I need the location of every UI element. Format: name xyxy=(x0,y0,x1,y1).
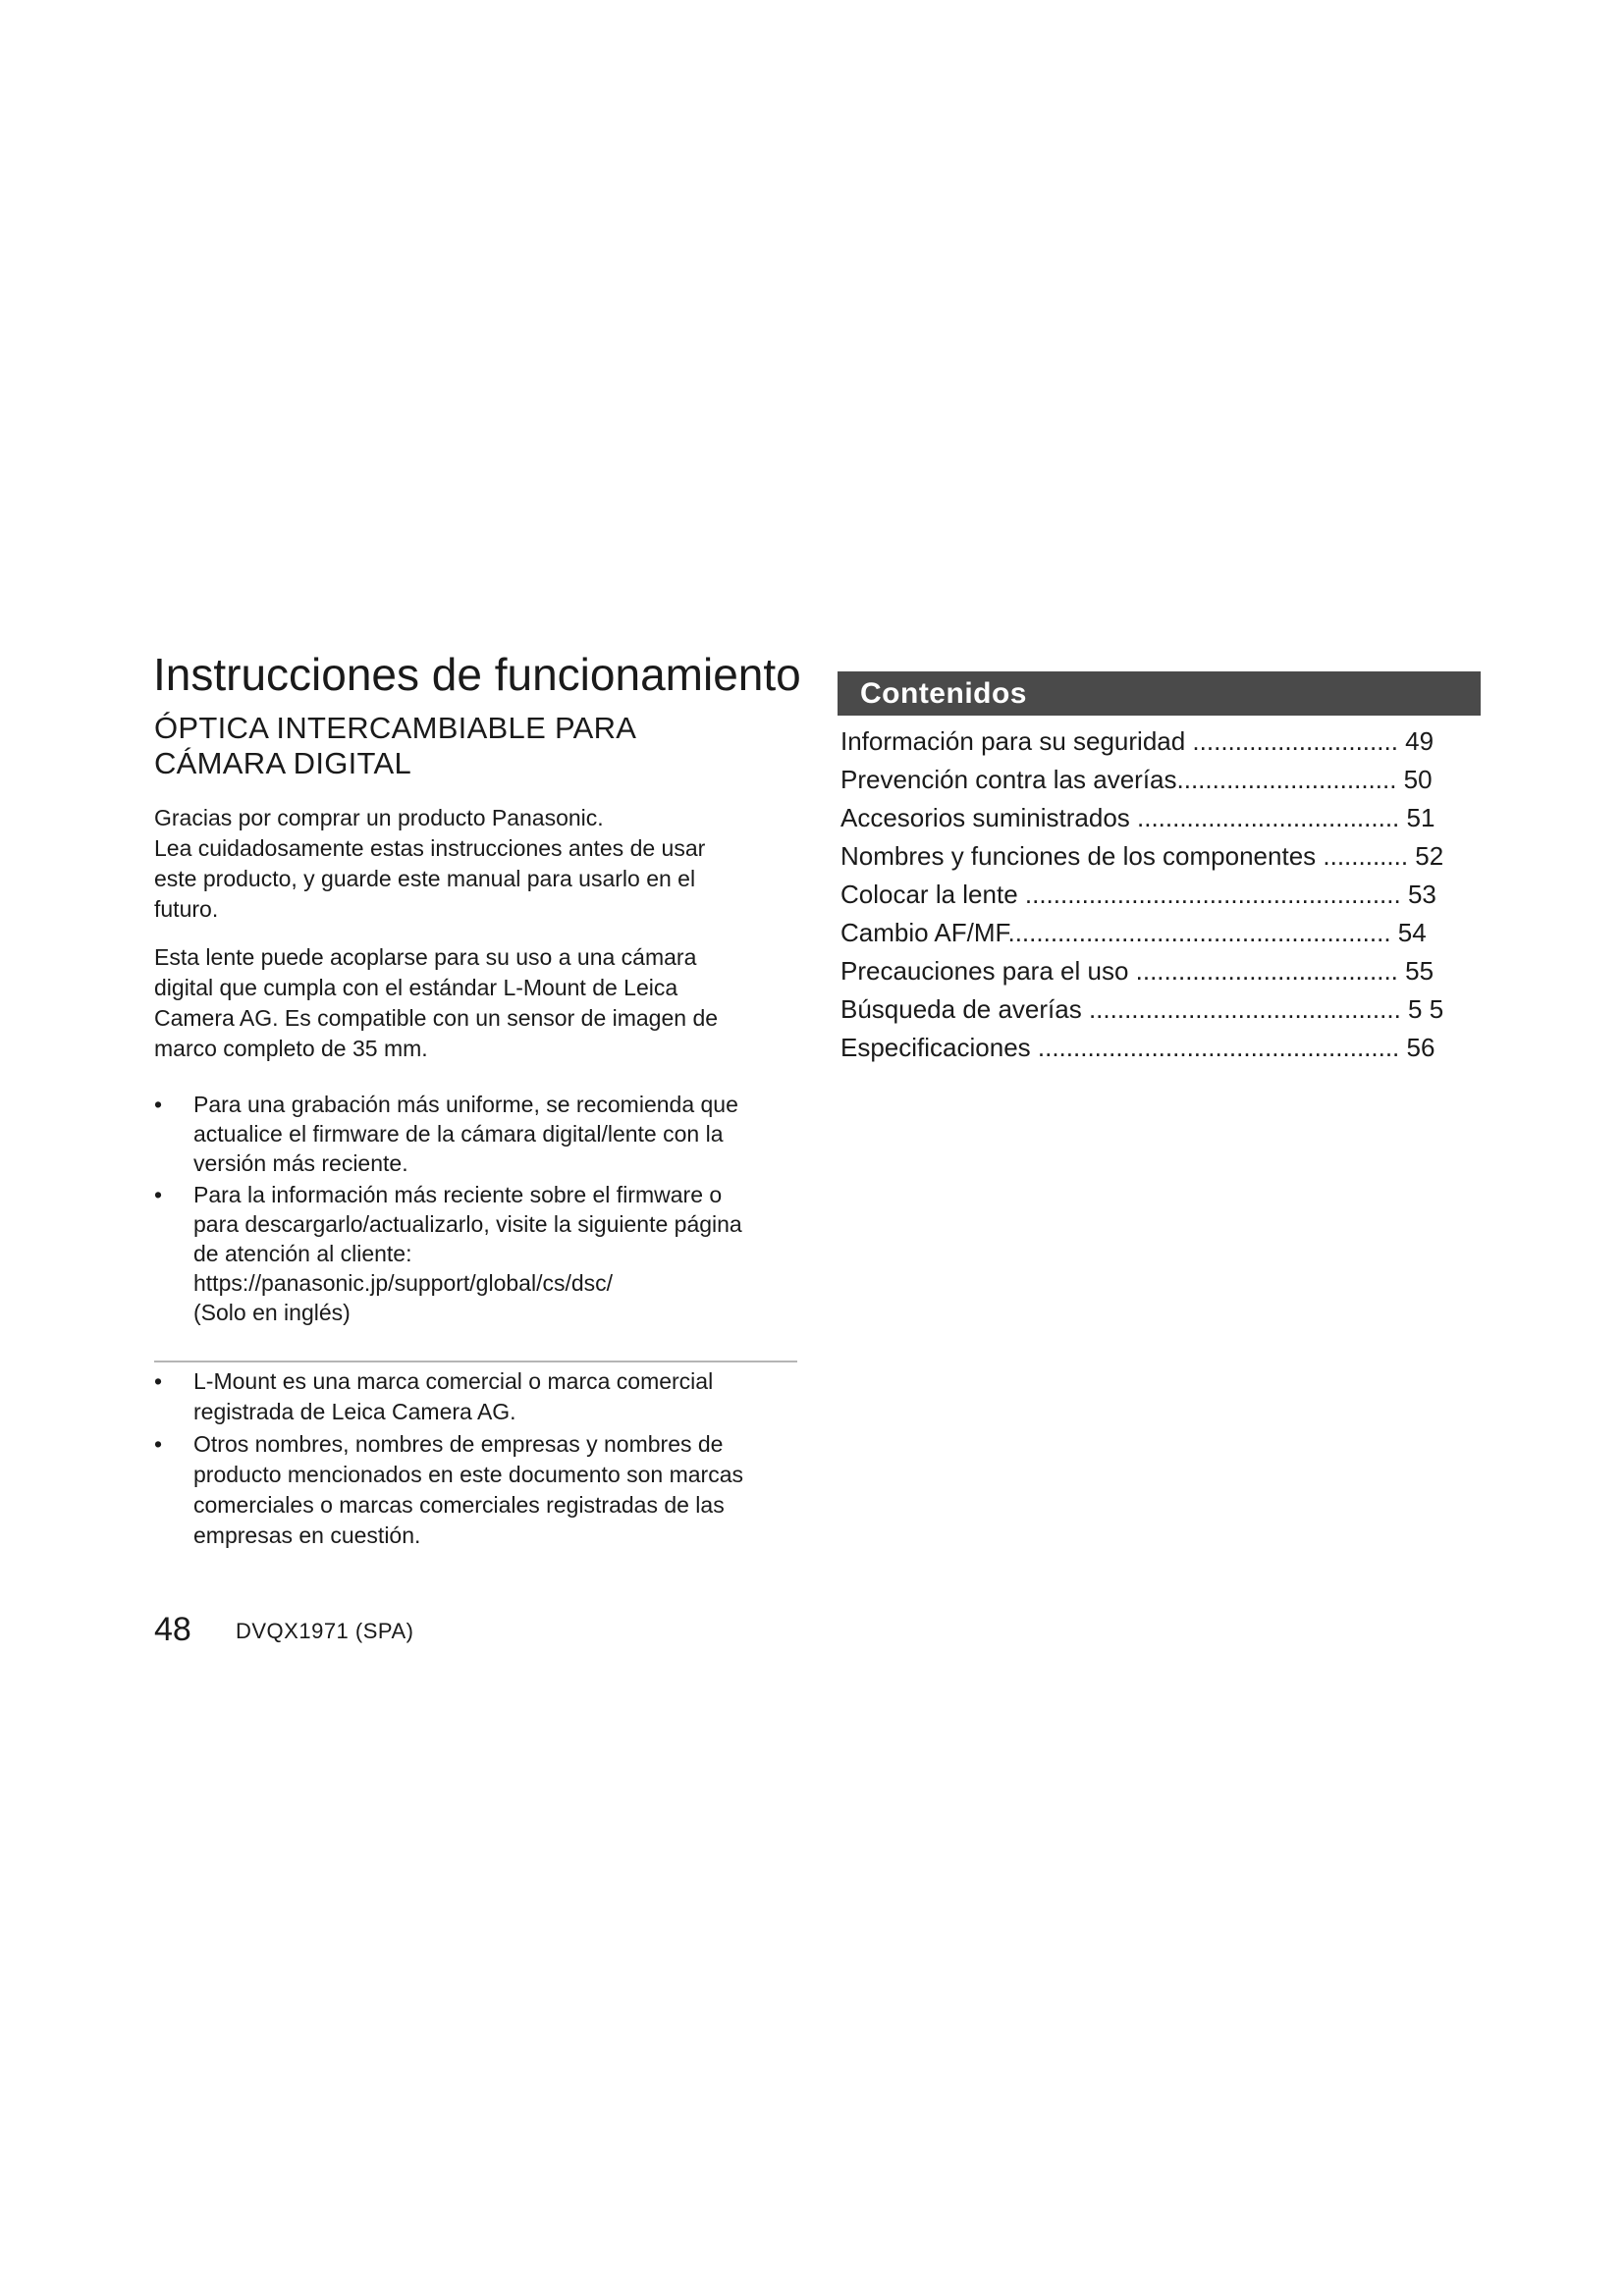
text-line: Esta lente puede acoplarse para su uso a una cámara xyxy=(154,944,697,970)
toc-item-colocar-lente[interactable]: Colocar la lente ..................................................... 53 xyxy=(840,880,1436,909)
bullet-dot: • xyxy=(154,1431,163,1457)
bullet-item xyxy=(154,1180,812,1327)
text-line: (Solo en inglés) xyxy=(193,1300,351,1325)
table-of-contents xyxy=(840,722,1508,1067)
bullet-text xyxy=(174,1180,812,1327)
subtitle-line: ÓPTICA INTERCAMBIABLE PARA xyxy=(154,711,637,745)
bullet-list xyxy=(154,1090,812,1329)
text-line: empresas en cuestión. xyxy=(193,1522,421,1548)
document-code: DVQX1971 (SPA) xyxy=(236,1619,414,1643)
bullet-text xyxy=(174,1429,812,1551)
toc-header: Contenidos xyxy=(838,671,1481,716)
text-line: Para una grabación más uniforme, se recomienda que xyxy=(193,1092,738,1117)
text-line: Para la información más reciente sobre el firmware o xyxy=(193,1182,723,1207)
toc-item-seguridad[interactable]: Información para su seguridad ............................. 49 xyxy=(840,726,1435,756)
support-url[interactable]: https://panasonic.jp/support/global/cs/dsc/ xyxy=(193,1270,614,1296)
toc-item-averias-prevencion[interactable]: Prevención contra las averías............................... 50 xyxy=(840,765,1433,794)
toc-item-especificaciones[interactable]: Especificaciones ................................................... 56 xyxy=(840,1033,1435,1062)
bullet-item xyxy=(154,1090,812,1178)
bullet-dot: • xyxy=(154,1368,163,1394)
toc-item-cambio-af-mf[interactable]: Cambio AF/MF...................................................... 54 xyxy=(840,918,1427,947)
text-line: Lea cuidadosamente estas instrucciones antes de usar xyxy=(154,835,706,861)
trademark-notes xyxy=(154,1366,812,1553)
text-line: este producto, y guarde este manual para usarlo en el xyxy=(154,866,696,891)
intro-paragraph xyxy=(154,803,802,925)
text-line: comerciales o marcas comerciales registradas de las xyxy=(193,1492,725,1518)
toc-item-busqueda-averias[interactable]: Búsqueda de averías ............................................ 5 5 xyxy=(840,994,1444,1024)
bullet-item xyxy=(154,1429,812,1551)
toc-item-precauciones[interactable]: Precauciones para el uso ..................................... 55 xyxy=(840,956,1435,986)
text-line: de atención al cliente: xyxy=(193,1241,412,1266)
toc-item-componentes[interactable]: Nombres y funciones de los componentes ............ 52 xyxy=(840,841,1444,871)
intro-paragraph xyxy=(154,942,802,1064)
toc-item-accesorios[interactable]: Accesorios suministrados ..................................... 51 xyxy=(840,803,1435,832)
bullet-text xyxy=(174,1090,812,1178)
bullet-item xyxy=(154,1366,812,1427)
text-line: Gracias por comprar un producto Panasonic. xyxy=(154,805,604,830)
text-line: actualice el firmware de la cámara digital/lente con la xyxy=(193,1121,724,1147)
page-title: Instrucciones de funcionamiento xyxy=(153,649,801,700)
text-line: marco completo de 35 mm. xyxy=(154,1036,428,1061)
page-number: 48 xyxy=(154,1611,191,1648)
text-line: para descargarlo/actualizarlo, visite la siguiente página xyxy=(193,1211,742,1237)
text-line: registrada de Leica Camera AG. xyxy=(193,1399,516,1424)
text-line: producto mencionados en este documento son marcas xyxy=(193,1462,743,1487)
page-subtitle xyxy=(154,711,841,781)
intro-text xyxy=(154,803,802,1082)
divider xyxy=(154,1361,797,1362)
text-line: futuro. xyxy=(154,896,219,922)
text-line: versión más reciente. xyxy=(193,1150,408,1176)
text-line: digital que cumpla con el estándar L-Mount de Leica xyxy=(154,975,678,1000)
text-line: L-Mount es una marca comercial o marca comercial xyxy=(193,1368,714,1394)
bullet-dot: • xyxy=(154,1092,163,1117)
bullet-dot: • xyxy=(154,1182,163,1207)
subtitle-line: CÁMARA DIGITAL xyxy=(154,746,412,780)
text-line: Otros nombres, nombres de empresas y nombres de xyxy=(193,1431,724,1457)
text-line: Camera AG. Es compatible con un sensor de imagen de xyxy=(154,1005,719,1031)
bullet-text xyxy=(174,1366,812,1427)
